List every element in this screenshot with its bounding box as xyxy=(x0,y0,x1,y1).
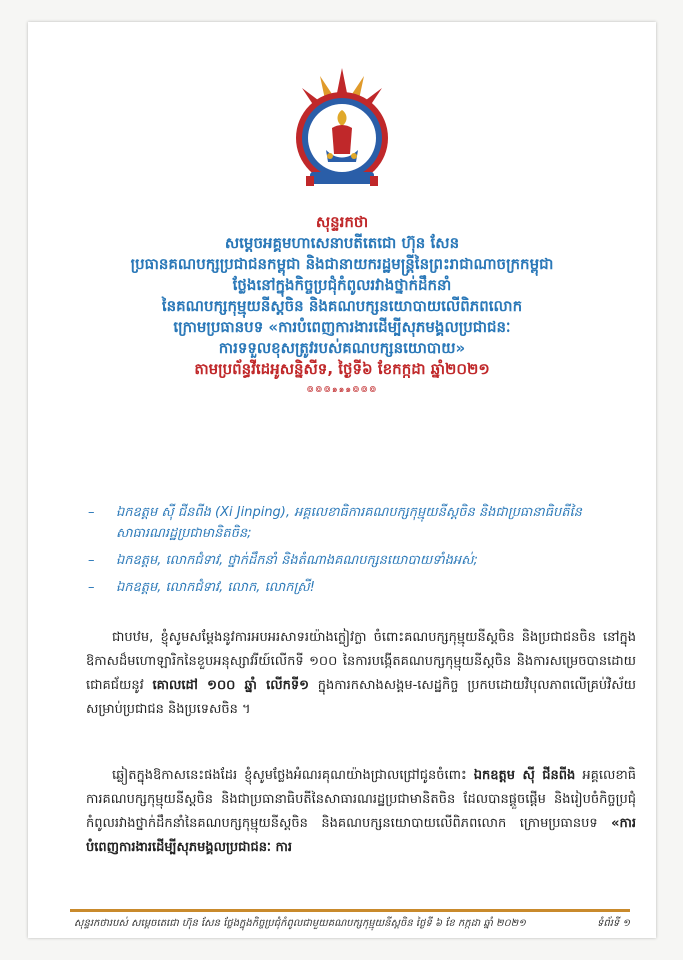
paragraph-1-text-end: ក្នុងការកសាងសង្គម-សេដ្ឋកិច្ច ប្រកបដោយវិបុលភាពលើគ្រប់វិស័យសម្រាប់ប្រជាជន និងប្រទេសចិន ។ xyxy=(86,678,636,717)
salutation-item xyxy=(88,550,628,571)
salutation-item xyxy=(88,502,628,544)
title-speaker: សម្តេចអគ្គមហាសេនាបតីតេជោ ហ៊ុន សែន xyxy=(224,234,460,252)
title-theme: ក្រោមប្រធានបទ «ការបំពេញការងារដើម្បីសុភមង្គលប្រជាជនៈ xyxy=(173,318,511,336)
title-parties: នៃគណបក្សកុម្មុយនីស្តចិន និងគណបក្សនយោបាយលើពិភពលោក xyxy=(161,297,523,315)
divider-ornament: ៙៙៙๑๑๑៙៙៙ xyxy=(306,385,378,395)
paragraph-1-text: ជាបឋម, ខ្ញុំសូមសម្តែងនូវការអបអរសាទរយ៉ាងក្លៀវក្លា ចំពោះគណបក្សកុម្មុយនីស្តចិន និងប្រជាជនចិន នៅក្នុងឱកាសដ៏មហោឡារិកនៃខួបអនុស្សាវរីយ៍លើកទី ១០០ នៃការបង្កើតគណបក្សកុម្មុយនីស្តចិន និងការសម្រេចបានដោយជោគជ័យនូវ xyxy=(86,630,636,693)
page-number: ទំព័រទី ១ xyxy=(597,918,630,929)
title-theme-cont: ការទទួលខុសត្រូវរបស់គណបក្សនយោបាយ» xyxy=(218,339,466,357)
title-block xyxy=(48,212,636,398)
title-date: តាមប្រព័ន្ធវីដេអូសន្និសីទ, ថ្ងៃទី៦ ខែកក្កដា ឆ្នាំ២០២១ xyxy=(194,360,490,378)
party-emblem-icon xyxy=(286,64,398,204)
salutation-list xyxy=(88,502,628,604)
salutation-text: ឯកឧត្តម, លោកជំទាវ, លោក, លោកស្រី! xyxy=(116,580,315,595)
title-heading: សុន្ទរកថា xyxy=(315,213,369,231)
paragraph-2-bold-theme: «ការបំពេញការងារដើម្បីសុភមង្គលប្រជាជនៈ ការ xyxy=(86,816,636,855)
salutation-text: ឯកឧត្តម ស៊ី ជីនពីង (Xi Jinping), អគ្គលេខាធិការគណបក្សកុម្មុយនីស្តចិន និងជាប្រធានាធិបតីនៃសាធារណរដ្ឋប្រជាមានិតចិន; xyxy=(116,505,582,541)
page-footer xyxy=(74,916,630,931)
paragraph-2 xyxy=(86,764,636,860)
paragraph-2-bold-name: ឯកឧត្តម ស៊ី ជីនពីង xyxy=(473,768,576,783)
footer-divider xyxy=(70,909,630,912)
footer-caption: សុន្ទរកថារបស់ សម្តេចតេជោ ហ៊ុន សែន ថ្លែងក្នុងកិច្ចប្រជុំកំពូលជាមួយគណបក្សកុម្មុយនីស្តចិន ថ្ងៃទី ៦ ខែ កក្កដា ឆ្នាំ ២០២១ xyxy=(74,918,526,929)
dash-bullet: – xyxy=(88,553,95,568)
title-occasion: ថ្លែងនៅក្នុងកិច្ចប្រជុំកំពូលរវាងថ្នាក់ដឹកនាំ xyxy=(232,276,452,294)
paragraph-2-text-mid: អគ្គលេខាធិការគណបក្សកុម្មុយនីស្តចិន និងជាប្រធានាធិបតីនៃសាធារណរដ្ឋប្រជាមានិតចិន ដែលបានផ្តួចផ្តើម និងរៀបចំកិច្ចប្រជុំកំពូលរវាងថ្នាក់ដឹកនាំនៃគណបក្សកុម្មុយនីស្តចិន និងគណបក្សនយោបាយលើពិភពលោក ក្រោមប្រធានបទ xyxy=(86,768,636,831)
dash-bullet: – xyxy=(88,505,95,520)
paragraph-2-text: ឆ្លៀតក្នុងឱកាសនេះផងដែរ ខ្ញុំសូមថ្លែងអំណរគុណយ៉ាងជ្រាលជ្រៅជូនចំពោះ xyxy=(112,768,474,783)
paragraph-1 xyxy=(86,626,636,722)
salutation-text: ឯកឧត្តម, លោកជំទាវ, ថ្នាក់ដឹកនាំ និងតំណាងគណបក្សនយោបាយទាំងអស់; xyxy=(116,553,478,568)
document-page xyxy=(28,22,656,938)
dash-bullet: – xyxy=(88,580,95,595)
salutation-item xyxy=(88,577,628,598)
paragraph-1-bold: គោលដៅ ១០០ ឆ្នាំ លើកទី១ xyxy=(152,678,309,693)
title-position: ប្រធានគណបក្សប្រជាជនកម្ពុជា និងជានាយករដ្ឋមន្ត្រីនៃព្រះរាជាណាចក្រកម្ពុជា xyxy=(130,255,554,273)
